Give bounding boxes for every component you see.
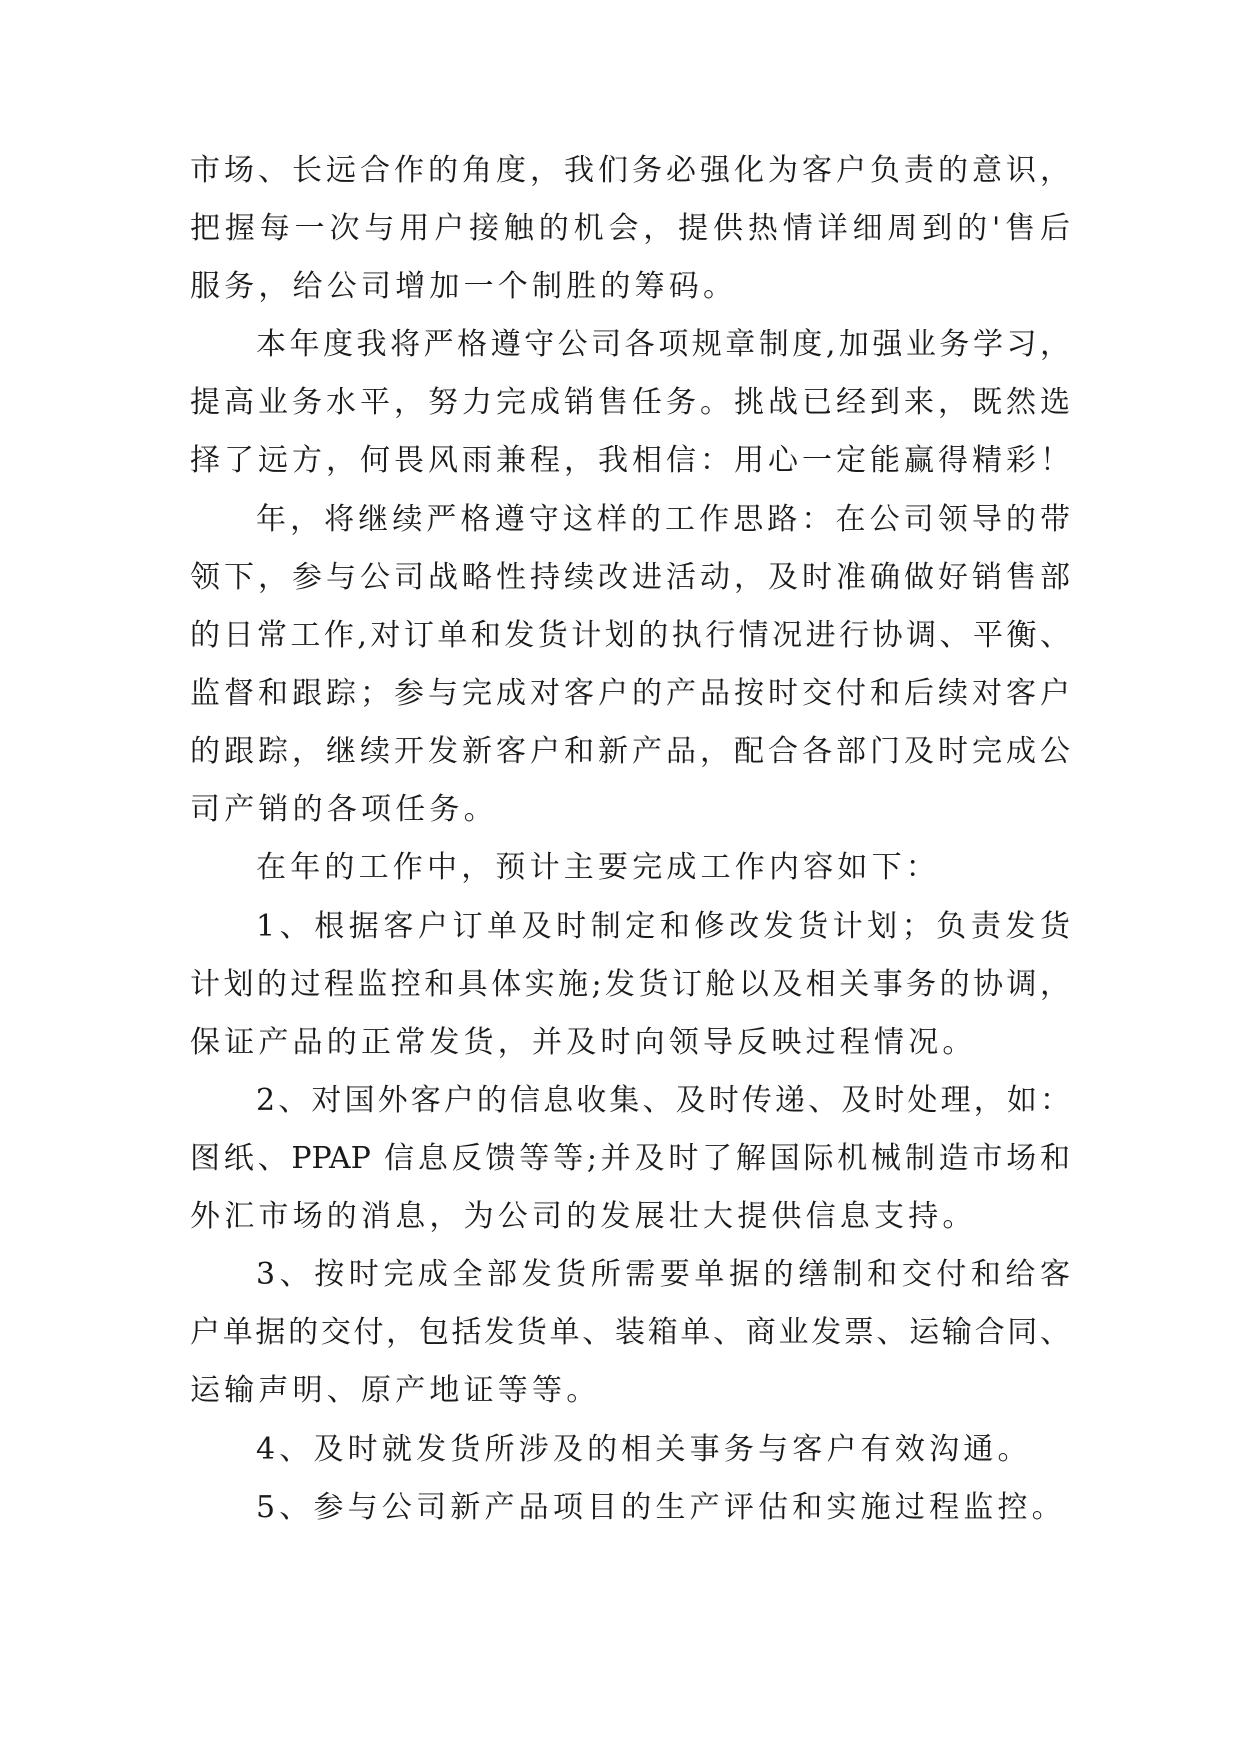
- list-item-1-line: 1、根据客户订单及时制定和修改发货计划；负责发货: [256, 909, 1070, 944]
- text-line: 的跟踪，继续开发新客户和新产品，配合各部门及时完成公: [190, 734, 1070, 769]
- text-line: 把握每一次与用户接触的机会，提供热情详细周到的'售后: [190, 211, 1070, 246]
- list-item-3-line: 3、按时完成全部发货所需要单据的缮制和交付和给客: [256, 1257, 1070, 1292]
- text-line: 市场、长远合作的角度，我们务必强化为客户负责的意识，: [190, 153, 1070, 188]
- text-line: 年，将继续严格遵守这样的工作思路：在公司领导的带: [256, 502, 1070, 537]
- list-item-4-line: 4、及时就发货所涉及的相关事务与客户有效沟通。: [256, 1432, 1032, 1467]
- text-line: 运输声明、原产地证等等。: [190, 1373, 601, 1408]
- text-line: 计划的过程监控和具体实施;发货订舱以及相关事务的协调，: [190, 967, 1070, 1002]
- text-line: 外汇市场的消息，为公司的发展壮大提供信息支持。: [190, 1199, 977, 1234]
- text-line: 监督和跟踪；参与完成对客户的产品按时交付和后续对客户: [190, 676, 1070, 711]
- text-line: 服务，给公司增加一个制胜的筹码。: [190, 269, 738, 304]
- text-line: 领下，参与公司战略性持续改进活动，及时准确做好销售部: [190, 560, 1070, 595]
- list-item-5-line: 5、参与公司新产品项目的生产评估和实施过程监控。: [256, 1490, 1066, 1525]
- list-item-2-line: 2、对国外客户的信息收集、及时传递、及时处理，如：: [256, 1083, 1070, 1118]
- text-line: 保证产品的正常发货，并及时向领导反映过程情况。: [190, 1025, 977, 1060]
- text-line: 择了远方，何畏风雨兼程，我相信：用心一定能赢得精彩！: [190, 443, 1070, 478]
- text-line: 的日常工作,对订单和发货计划的执行情况进行协调、平衡、: [190, 618, 1070, 653]
- text-line: 司产销的各项任务。: [190, 792, 498, 827]
- text-line: 本年度我将严格遵守公司各项规章制度,加强业务学习，: [256, 327, 1070, 362]
- text-line: 提高业务水平，努力完成销售任务。挑战已经到来，既然选: [190, 385, 1070, 420]
- text-line: 在年的工作中，预计主要完成工作内容如下：: [256, 850, 940, 885]
- text-line: 图纸、PPAP 信息反馈等等;并及时了解国际机械制造市场和: [190, 1141, 1070, 1176]
- text-line: 户单据的交付，包括发货单、装箱单、商业发票、运输合同、: [190, 1315, 1070, 1350]
